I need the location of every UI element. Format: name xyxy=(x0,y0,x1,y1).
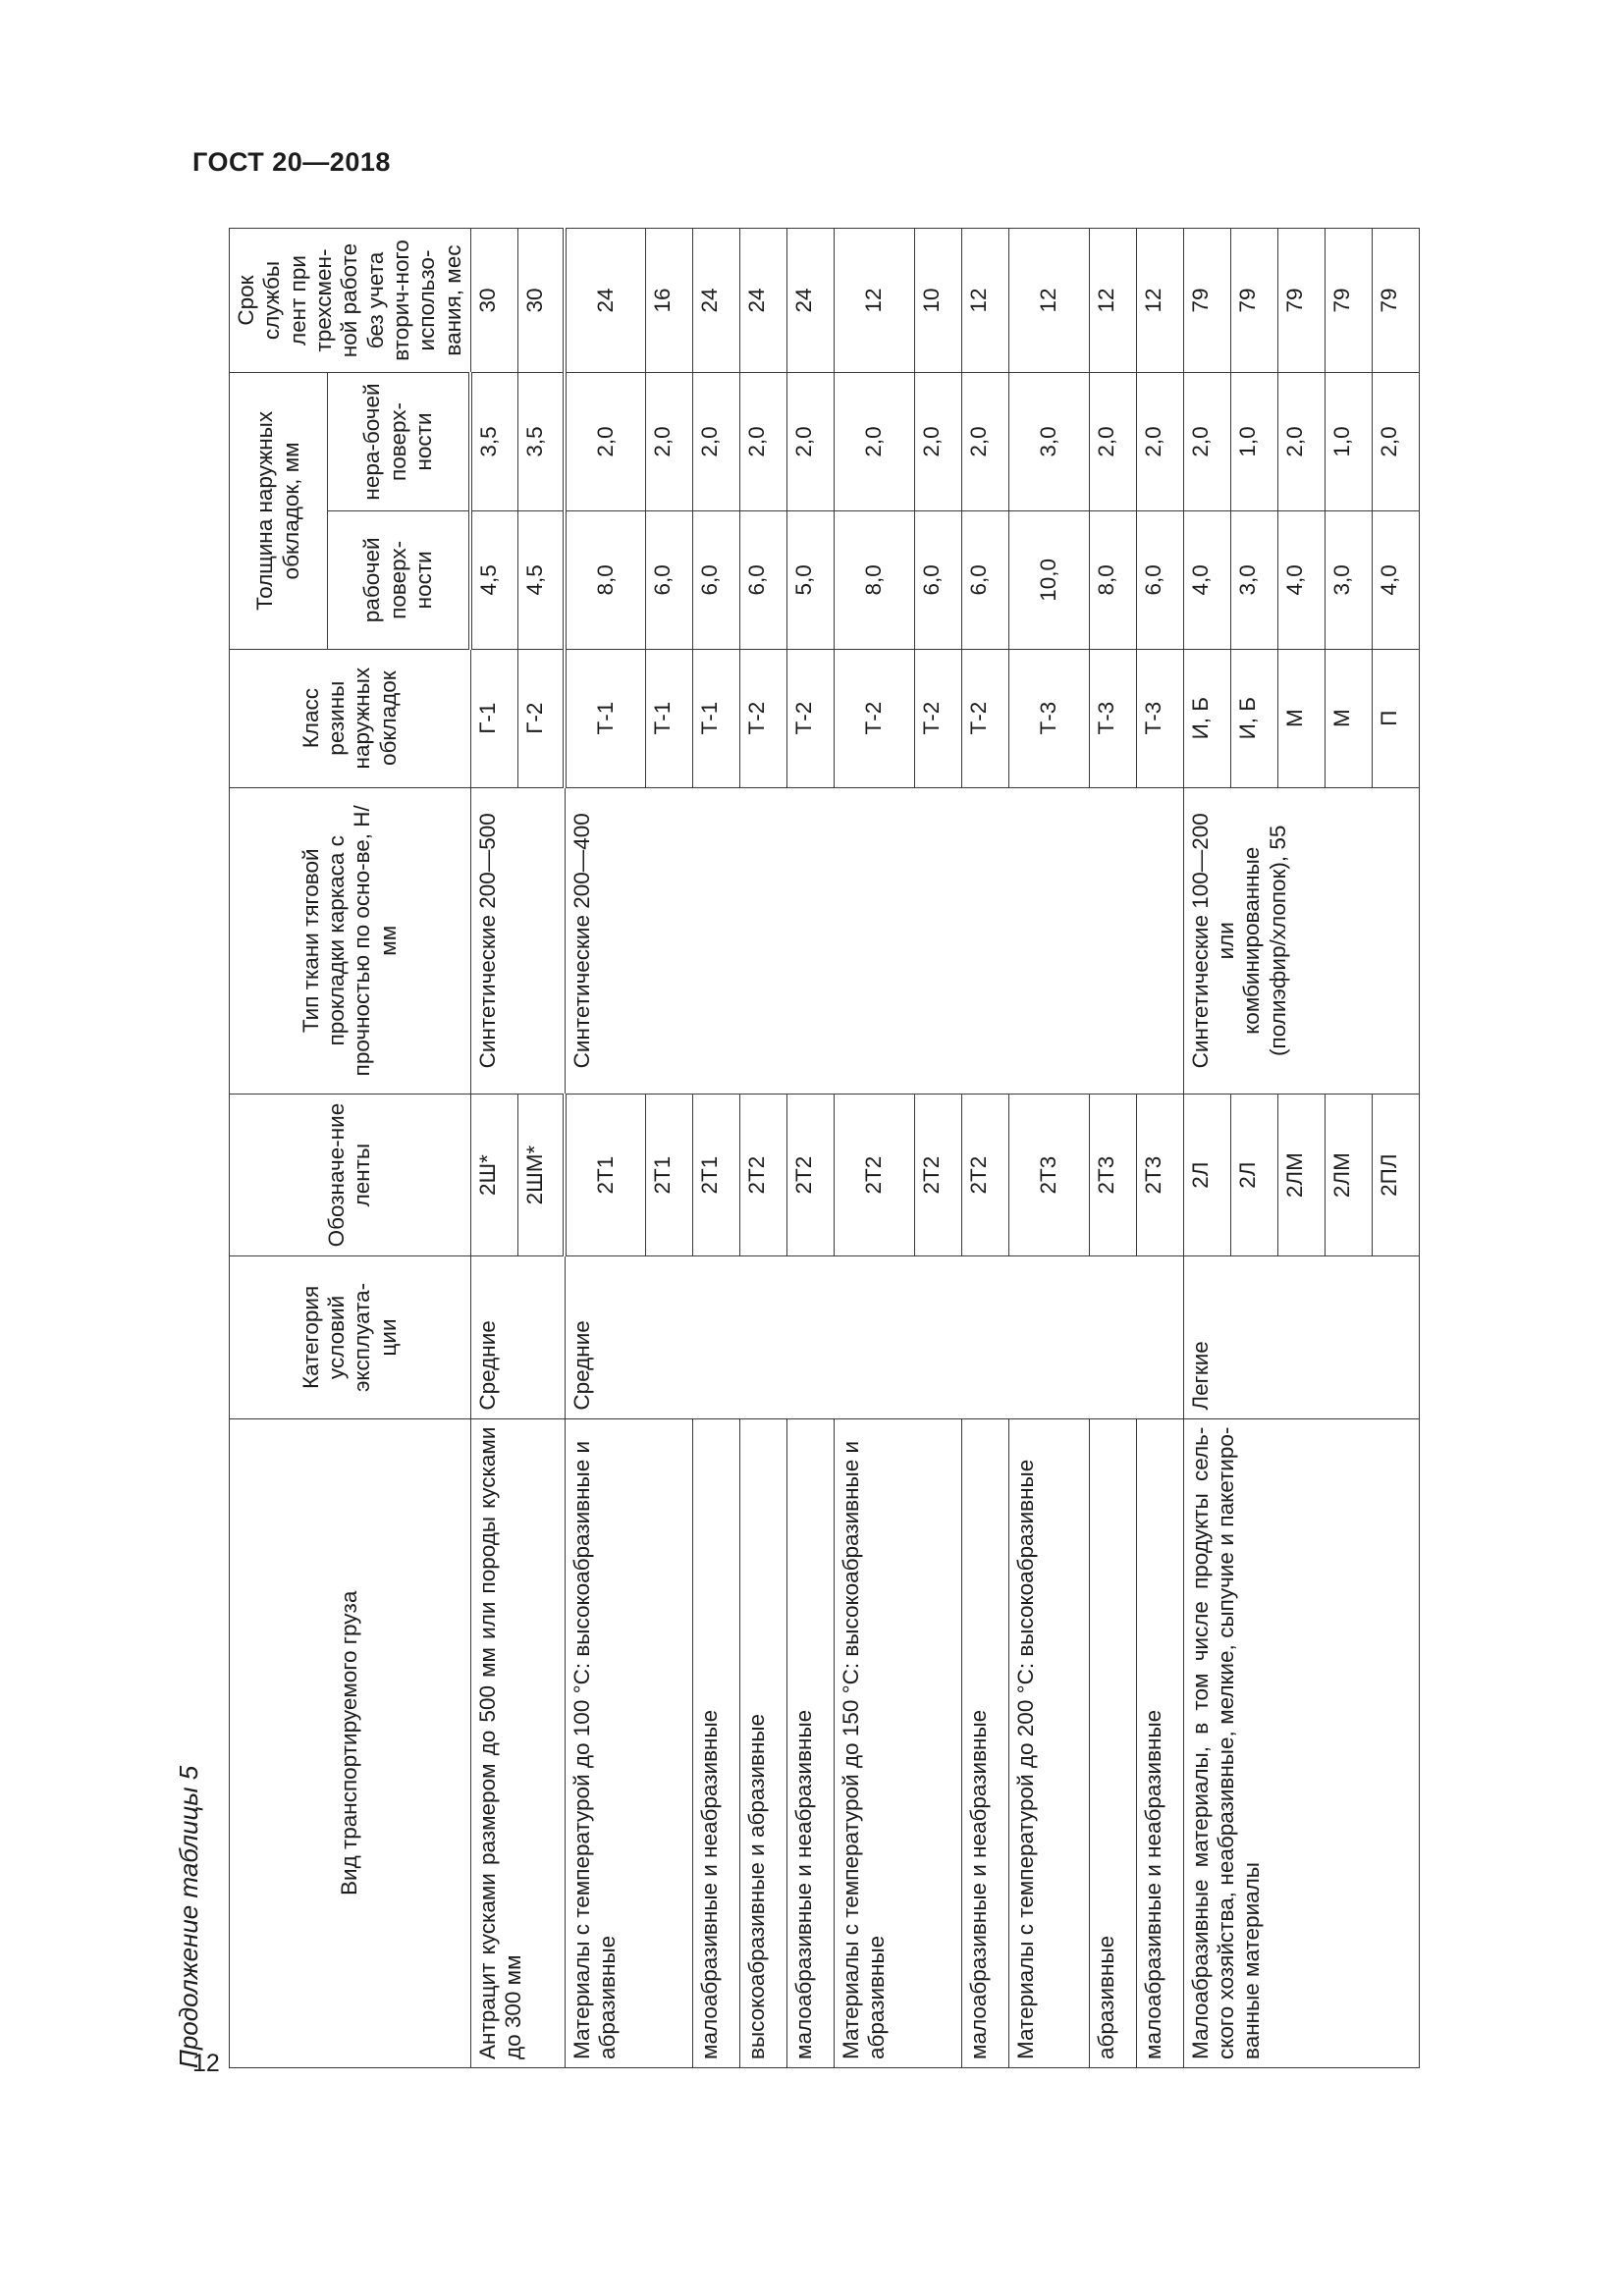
service-life-cell: 79 xyxy=(1325,229,1372,373)
fabric-cell xyxy=(565,787,1183,1094)
table-row xyxy=(1089,229,1136,2068)
thickness-nonworking-cell: 3,0 xyxy=(1008,373,1089,511)
designation-cell: 2ЛМ xyxy=(1277,1094,1325,1255)
thickness-working-cell: 8,0 xyxy=(834,510,914,649)
table-row xyxy=(470,229,517,2068)
service-life-cell: 30 xyxy=(517,229,565,373)
thickness-working-cell: 3,0 xyxy=(1230,510,1277,649)
thickness-working-cell: 8,0 xyxy=(565,510,645,649)
designation-cell: 2Л xyxy=(1183,1094,1230,1255)
table-row xyxy=(1008,229,1089,2068)
designation-cell: 2Т2 xyxy=(961,1094,1008,1255)
thickness-nonworking-cell: 2,0 xyxy=(565,373,645,511)
thickness-working-cell: 3,0 xyxy=(1325,510,1372,649)
thickness-nonworking-cell: 2,0 xyxy=(1136,373,1183,511)
service-life-cell: 12 xyxy=(1089,229,1136,373)
table-row xyxy=(692,229,739,2068)
designation-cell: 2ПЛ xyxy=(1372,1094,1419,1255)
service-life-cell: 24 xyxy=(565,229,645,373)
thickness-nonworking-cell: 2,0 xyxy=(692,373,739,511)
page-number: 12 xyxy=(192,2050,220,2077)
service-life-cell: 79 xyxy=(1277,229,1325,373)
thickness-working-cell: 6,0 xyxy=(739,510,786,649)
fabric-cell xyxy=(1183,787,1419,1094)
thickness-nonworking-cell: 2,0 xyxy=(834,373,914,511)
service-life-cell: 10 xyxy=(914,229,961,373)
thickness-working-cell: 4,0 xyxy=(1277,510,1325,649)
table-row xyxy=(786,229,834,2068)
header-designation: Обозначе-ние ленты xyxy=(230,1094,471,1255)
thickness-working-cell: 8,0 xyxy=(1089,510,1136,649)
table-row xyxy=(1183,229,1230,2068)
designation-cell: 2Л xyxy=(1230,1094,1277,1255)
thickness-working-cell: 6,0 xyxy=(914,510,961,649)
thickness-working-cell: 6,0 xyxy=(645,510,692,649)
thickness-nonworking-cell: 2,0 xyxy=(786,373,834,511)
header-row-1 xyxy=(230,229,328,2068)
service-life-cell: 79 xyxy=(1230,229,1277,373)
fabric-cell: Синтетические 200—500 xyxy=(470,787,565,1094)
service-life-cell: 12 xyxy=(961,229,1008,373)
rubber-class-cell: П xyxy=(1372,649,1419,787)
service-life-cell: 24 xyxy=(786,229,834,373)
rubber-class-cell: Т-1 xyxy=(645,649,692,787)
header-cargo: Вид транспортируемого груза xyxy=(230,1418,471,2067)
designation-cell: 2Т3 xyxy=(1136,1094,1183,1255)
designation-cell: 2Т2 xyxy=(739,1094,786,1255)
table-row xyxy=(565,229,645,2068)
rubber-class-cell: И, Б xyxy=(1183,649,1230,787)
cargo-cell: абразивные xyxy=(1089,1418,1136,2067)
designation-cell: 2Ш* xyxy=(470,1094,517,1255)
cargo-cell: Материалы с температурой до 100 °С: высокоабразивные и абразивные xyxy=(565,1418,692,2067)
rubber-class-cell: Т-3 xyxy=(1136,649,1183,787)
service-life-cell: 12 xyxy=(1008,229,1089,373)
rubber-class-cell: Т-2 xyxy=(834,649,914,787)
service-life-cell: 12 xyxy=(834,229,914,373)
rubber-class-cell: М xyxy=(1325,649,1372,787)
thickness-nonworking-cell: 2,0 xyxy=(1089,373,1136,511)
header-thickness-working: рабочей поверх-ности xyxy=(328,510,471,649)
fabric-text-combined: комбинированные (полиэфир/хлопок), 55 xyxy=(1239,825,1290,1056)
thickness-working-cell: 4,5 xyxy=(517,510,565,649)
cargo-cell: малоабразивные и неабразивные xyxy=(961,1418,1008,2067)
service-life-cell: 79 xyxy=(1183,229,1230,373)
category-cell: Средние xyxy=(470,1256,565,1418)
thickness-working-cell: 6,0 xyxy=(961,510,1008,649)
table-caption: Продолжение таблицы 5 xyxy=(174,1765,203,2068)
category-cell: Средние xyxy=(565,1256,1183,1418)
rubber-class-cell: И, Б xyxy=(1230,649,1277,787)
thickness-nonworking-cell: 2,0 xyxy=(645,373,692,511)
thickness-nonworking-cell: 1,0 xyxy=(1230,373,1277,511)
thickness-nonworking-cell: 2,0 xyxy=(961,373,1008,511)
thickness-nonworking-cell: 3,5 xyxy=(470,373,517,511)
table-row xyxy=(739,229,786,2068)
designation-cell: 2ШМ* xyxy=(517,1094,565,1255)
cargo-cell: Материалы с температурой до 200 °С: высокоабразивные xyxy=(1008,1418,1089,2067)
thickness-working-cell: 4,0 xyxy=(1372,510,1419,649)
rubber-class-cell: Г-2 xyxy=(517,649,565,787)
rubber-class-cell: М xyxy=(1277,649,1325,787)
thickness-nonworking-cell: 2,0 xyxy=(914,373,961,511)
rubber-class-cell: Т-2 xyxy=(786,649,834,787)
belt-table xyxy=(229,228,1420,2068)
category-cell: Легкие xyxy=(1183,1256,1419,1418)
service-life-cell: 12 xyxy=(1136,229,1183,373)
designation-cell: 2ЛМ xyxy=(1325,1094,1372,1255)
header-rubber-class: Класс резины наружных обкладок xyxy=(230,649,471,787)
designation-cell: 2Т1 xyxy=(565,1094,645,1255)
header-fabric: Тип ткани тяговой прокладки каркаса с прочностью по осно-ве, Н/мм xyxy=(230,787,471,1094)
cargo-cell: высокоабразивные и абразивные xyxy=(739,1418,786,2067)
thickness-working-cell: 4,0 xyxy=(1183,510,1230,649)
thickness-nonworking-cell: 2,0 xyxy=(1277,373,1325,511)
designation-cell: 2Т3 xyxy=(1008,1094,1089,1255)
service-life-cell: 79 xyxy=(1372,229,1419,373)
rubber-class-cell: Т-2 xyxy=(739,649,786,787)
designation-cell: 2Т2 xyxy=(786,1094,834,1255)
rotated-table-area xyxy=(174,216,1588,2086)
rubber-class-cell: Т-3 xyxy=(1089,649,1136,787)
cargo-cell: Антрацит кусками размером до 500 мм или породы кусками до 300 мм xyxy=(470,1418,565,2067)
table-row xyxy=(1136,229,1183,2068)
service-life-cell: 30 xyxy=(470,229,517,373)
thickness-nonworking-cell: 1,0 xyxy=(1325,373,1372,511)
cargo-cell: малоабразивные и неабразивные xyxy=(786,1418,834,2067)
thickness-working-cell: 6,0 xyxy=(692,510,739,649)
rubber-class-cell: Т-1 xyxy=(692,649,739,787)
header-service-life: Срок службы лент при трехсмен-ной работе без учета вторич-ного использо-вания, мес xyxy=(230,229,471,373)
cargo-cell: Малоабразивные материалы, в том числе продукты сель-ского хозяйства, неабразивные, мелкие, сыпучие и пакетиро-ванные материалы xyxy=(1183,1418,1419,2067)
designation-cell: 2Т1 xyxy=(645,1094,692,1255)
designation-cell: 2Т2 xyxy=(914,1094,961,1255)
table-row xyxy=(961,229,1008,2068)
rubber-class-cell: Т-1 xyxy=(565,649,645,787)
thickness-nonworking-cell: 2,0 xyxy=(739,373,786,511)
thickness-nonworking-cell: 2,0 xyxy=(1372,373,1419,511)
header-thickness-nonworking: нера-бочей поверх-ности xyxy=(328,373,471,511)
cargo-cell: малоабразивные и неабразивные xyxy=(692,1418,739,2067)
cargo-cell: малоабразивные и неабразивные xyxy=(1136,1418,1183,2067)
service-life-cell: 16 xyxy=(645,229,692,373)
designation-cell: 2Т3 xyxy=(1089,1094,1136,1255)
thickness-working-cell: 4,5 xyxy=(470,510,517,649)
rubber-class-cell: Г-1 xyxy=(470,649,517,787)
table-row xyxy=(834,229,914,2068)
thickness-nonworking-cell: 2,0 xyxy=(1183,373,1230,511)
thickness-working-cell: 6,0 xyxy=(1136,510,1183,649)
rubber-class-cell: Т-2 xyxy=(961,649,1008,787)
rubber-class-cell: Т-2 xyxy=(914,649,961,787)
rubber-class-cell: Т-3 xyxy=(1008,649,1089,787)
thickness-working-cell: 10,0 xyxy=(1008,510,1089,649)
service-life-cell: 24 xyxy=(739,229,786,373)
fabric-text-synthetic: Синтетические 100—200 или xyxy=(1187,813,1239,1069)
thickness-working-cell: 5,0 xyxy=(786,510,834,649)
designation-cell: 2Т1 xyxy=(692,1094,739,1255)
thickness-nonworking-cell: 3,5 xyxy=(517,373,565,511)
cargo-cell: Материалы с температурой до 150 °С: высокоабразивные и абразивные xyxy=(834,1418,961,2067)
designation-cell: 2Т2 xyxy=(834,1094,914,1255)
header-thickness: Толщина наружных обкладок, мм xyxy=(230,373,328,650)
header-category: Категория условий эксплуата-ции xyxy=(230,1256,471,1418)
document-code: ГОСТ 20—2018 xyxy=(192,147,391,177)
fabric-text: Синтетические 200—400 xyxy=(568,813,594,1069)
service-life-cell: 24 xyxy=(692,229,739,373)
